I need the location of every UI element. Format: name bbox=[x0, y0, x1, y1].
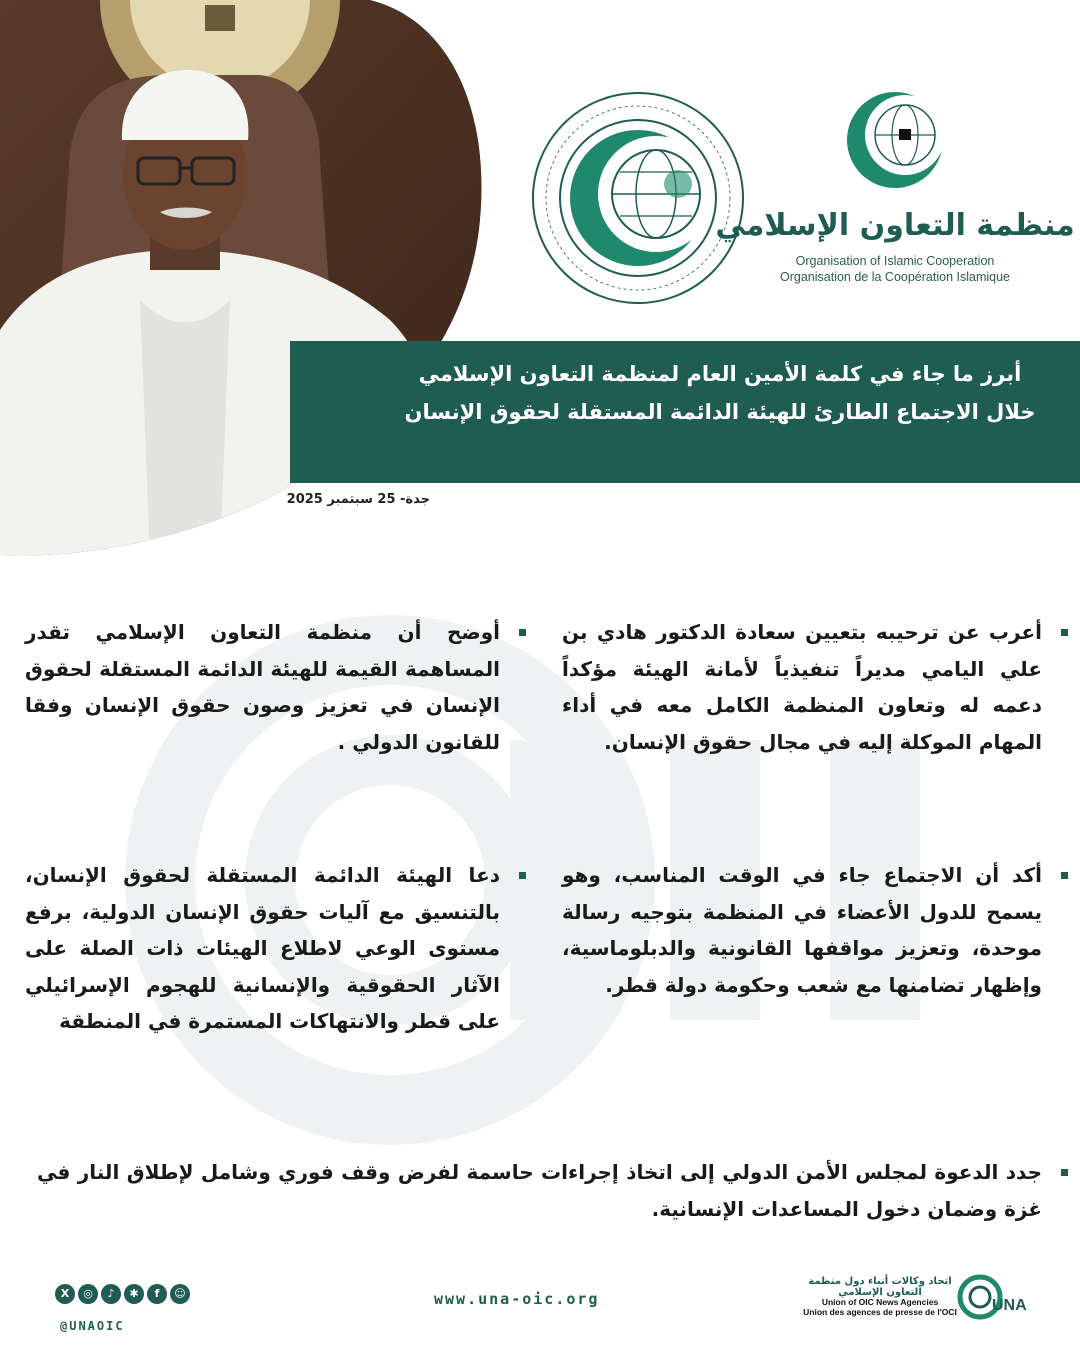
bullet-text: أكد أن الاجتماع جاء في الوقت المناسب، وهو يسمح للدول الأعضاء في المنظمة بتوجيه رسالة موحدة، وتعزيز مواقفها القانونية والدبلوماسية، وإظهار تضامنها مع شعب وحكومة دولة قطر. bbox=[562, 863, 1042, 997]
tiktok-icon[interactable]: ♪ bbox=[101, 1284, 121, 1304]
bullet-marker bbox=[1061, 629, 1068, 636]
social-icons bbox=[55, 1284, 190, 1306]
bullet-marker bbox=[519, 872, 526, 879]
bullet-marker bbox=[519, 629, 526, 636]
una-name-fr: Union des agences de presse de l'OCI bbox=[803, 1307, 957, 1317]
facebook-icon[interactable]: f bbox=[147, 1284, 167, 1304]
bullet-item bbox=[25, 614, 500, 760]
una-wordmark: UNA bbox=[992, 1297, 1027, 1314]
oic-name-fr: Organisation de la Coopération Islamique bbox=[780, 270, 1010, 284]
oic-arabic-wordmark: منظمة التعاون الإسلامي bbox=[715, 208, 1075, 243]
bullet-text: جدد الدعوة لمجلس الأمن الدولي إلى اتخاذ إجراءات حاسمة لفرض وقف فوري وشامل لإطلاق النار في غزة وضمان دخول المساعدات الإنسانية. bbox=[37, 1160, 1042, 1221]
oic-name-block bbox=[770, 253, 1020, 285]
instagram-icon[interactable]: ◎ bbox=[78, 1284, 98, 1304]
bullet-item bbox=[562, 857, 1042, 1003]
oic-name-en: Organisation of Islamic Cooperation bbox=[795, 254, 995, 268]
linktree-icon[interactable]: ✱ bbox=[124, 1284, 144, 1304]
website-link[interactable]: www.una-oic.org bbox=[434, 1290, 600, 1308]
una-name-en: Union of OIC News Agencies bbox=[821, 1297, 939, 1307]
social-handle[interactable]: @UNAOIC bbox=[60, 1319, 125, 1333]
una-name-ar: اتحاد وكالات أنباء دول منظمة التعاون الإسلامي bbox=[808, 1276, 952, 1298]
ihrc-logo bbox=[528, 88, 748, 308]
page-title: أبرز ما جاء في كلمة الأمين العام لمنظمة التعاون الإسلامي خلال الاجتماع الطارئ للهيئة الدائمة المستقلة لحقوق الإنسان bbox=[404, 362, 1036, 424]
bullet-marker bbox=[1061, 872, 1068, 879]
bullet-text: أعرب عن ترحيبه بتعيين سعادة الدكتور هادي بن علي اليامي مديراً تنفيذياً لأمانة الهيئة مؤكداً دعمه له وتعاون المنظمة الكامل معه في أداء المهام الموكلة إليه في مجال حقوق الإنسان. bbox=[562, 620, 1042, 754]
bullet-item bbox=[562, 614, 1042, 760]
dateline: جدة- 25 سبتمبر 2025 bbox=[286, 492, 430, 507]
bullet-text: أوضح أن منظمة التعاون الإسلامي تقدر المساهمة القيمة للهيئة الدائمة المستقلة لحقوق الإنسان في تعزيز وصون حقوق الإنسان وفقا للقانون الدولي . bbox=[25, 620, 500, 754]
title-band bbox=[290, 341, 1080, 483]
x-icon[interactable]: X bbox=[55, 1284, 75, 1304]
bullet-text: دعا الهيئة الدائمة المستقلة لحقوق الإنسان، بالتنسيق مع آليات حقوق الإنسان الدولية، برفع مستوى الوعي لاطلاع الهيئات ذات الصلة على الآثار الحقوقية والإنسانية للهجوم الإسرائيلي على قطر والانتهاكات المستمرة في المنطقة bbox=[25, 863, 500, 1033]
snapchat-icon[interactable]: ☺ bbox=[170, 1284, 190, 1304]
bullet-item bbox=[25, 857, 500, 1040]
una-name-block bbox=[800, 1297, 960, 1317]
bullet-item bbox=[37, 1154, 1042, 1227]
bullet-marker bbox=[1061, 1169, 1068, 1176]
